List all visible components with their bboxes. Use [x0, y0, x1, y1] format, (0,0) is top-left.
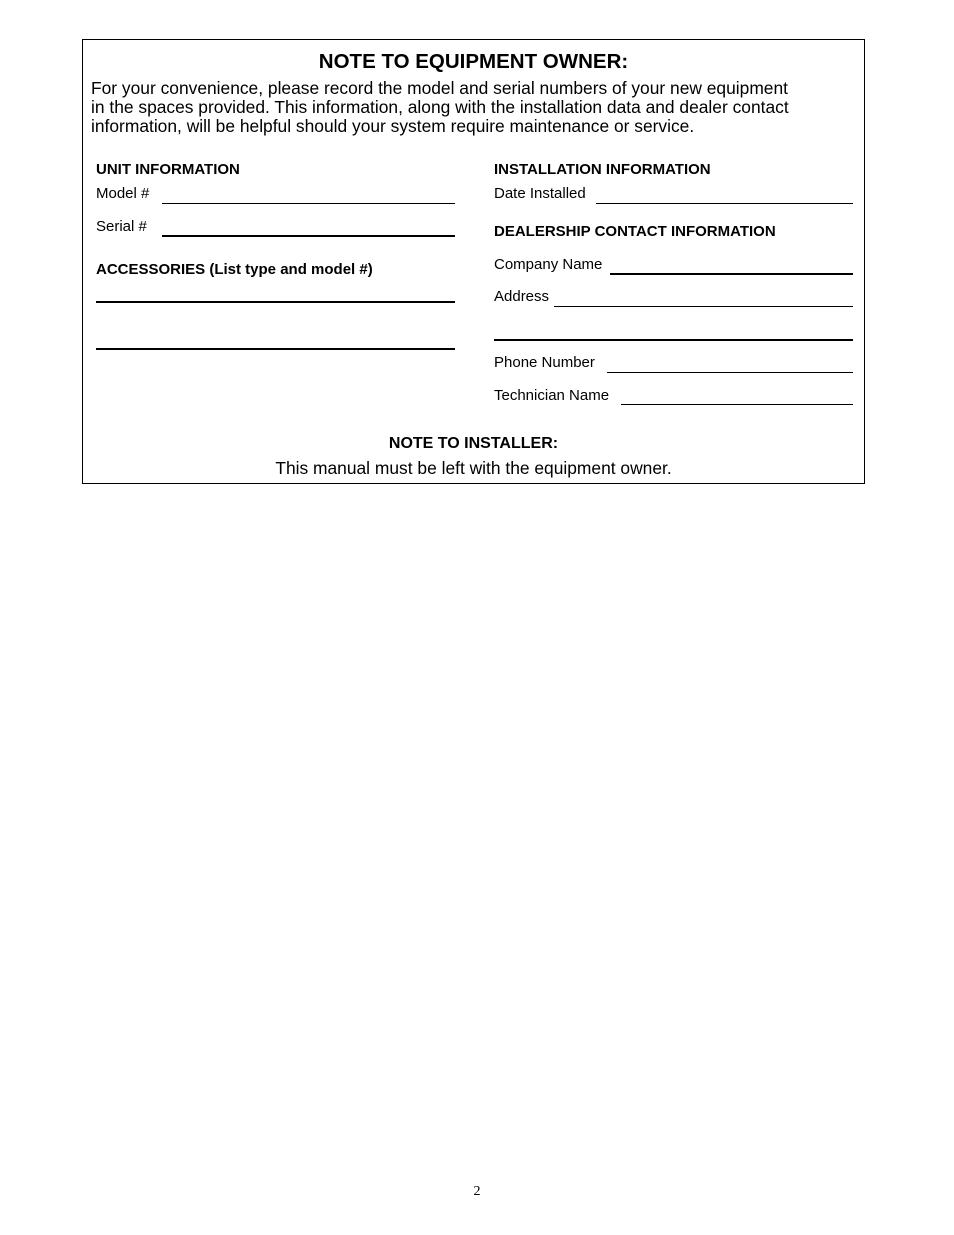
serial-label: Serial #	[96, 218, 147, 235]
serial-field[interactable]	[162, 235, 455, 237]
model-field[interactable]	[162, 203, 455, 204]
technician-name-label: Technician Name	[494, 387, 610, 404]
accessories-heading: ACCESSORIES (List type and model #)	[96, 261, 373, 278]
owner-note-title: NOTE TO EQUIPMENT OWNER:	[318, 50, 629, 73]
intro-line: information, will be helpful should your system require maintenance or service.	[91, 116, 695, 137]
owner-note-box	[82, 39, 865, 484]
phone-number-field[interactable]	[607, 372, 853, 373]
installation-info-heading: INSTALLATION INFORMATION	[494, 161, 711, 178]
intro-line: For your convenience, please record the model and serial numbers of your new equipment	[91, 78, 788, 98]
page-number: 2	[473, 1184, 481, 1199]
address-label: Address	[494, 288, 550, 305]
address-field-2[interactable]	[494, 339, 853, 341]
company-name-field[interactable]	[610, 273, 853, 275]
installer-note-text: This manual must be left with the equipment owner.	[275, 458, 672, 478]
unit-info-heading: UNIT INFORMATION	[96, 161, 240, 178]
installer-note-heading: NOTE TO INSTALLER:	[388, 435, 559, 452]
address-field-1[interactable]	[554, 306, 853, 307]
accessories-field-1[interactable]	[96, 301, 455, 303]
accessories-field-2[interactable]	[96, 348, 455, 350]
intro-line: in the spaces provided. This information, along with the installation data and dealer contact	[91, 97, 789, 118]
date-installed-field[interactable]	[596, 203, 853, 204]
technician-name-field[interactable]	[621, 404, 853, 405]
dealership-heading: DEALERSHIP CONTACT INFORMATION	[494, 223, 776, 240]
phone-number-label: Phone Number	[494, 354, 595, 371]
model-label: Model #	[96, 185, 150, 202]
date-installed-label: Date Installed	[494, 185, 586, 202]
intro-paragraph	[91, 79, 789, 137]
company-name-label: Company Name	[494, 256, 603, 273]
